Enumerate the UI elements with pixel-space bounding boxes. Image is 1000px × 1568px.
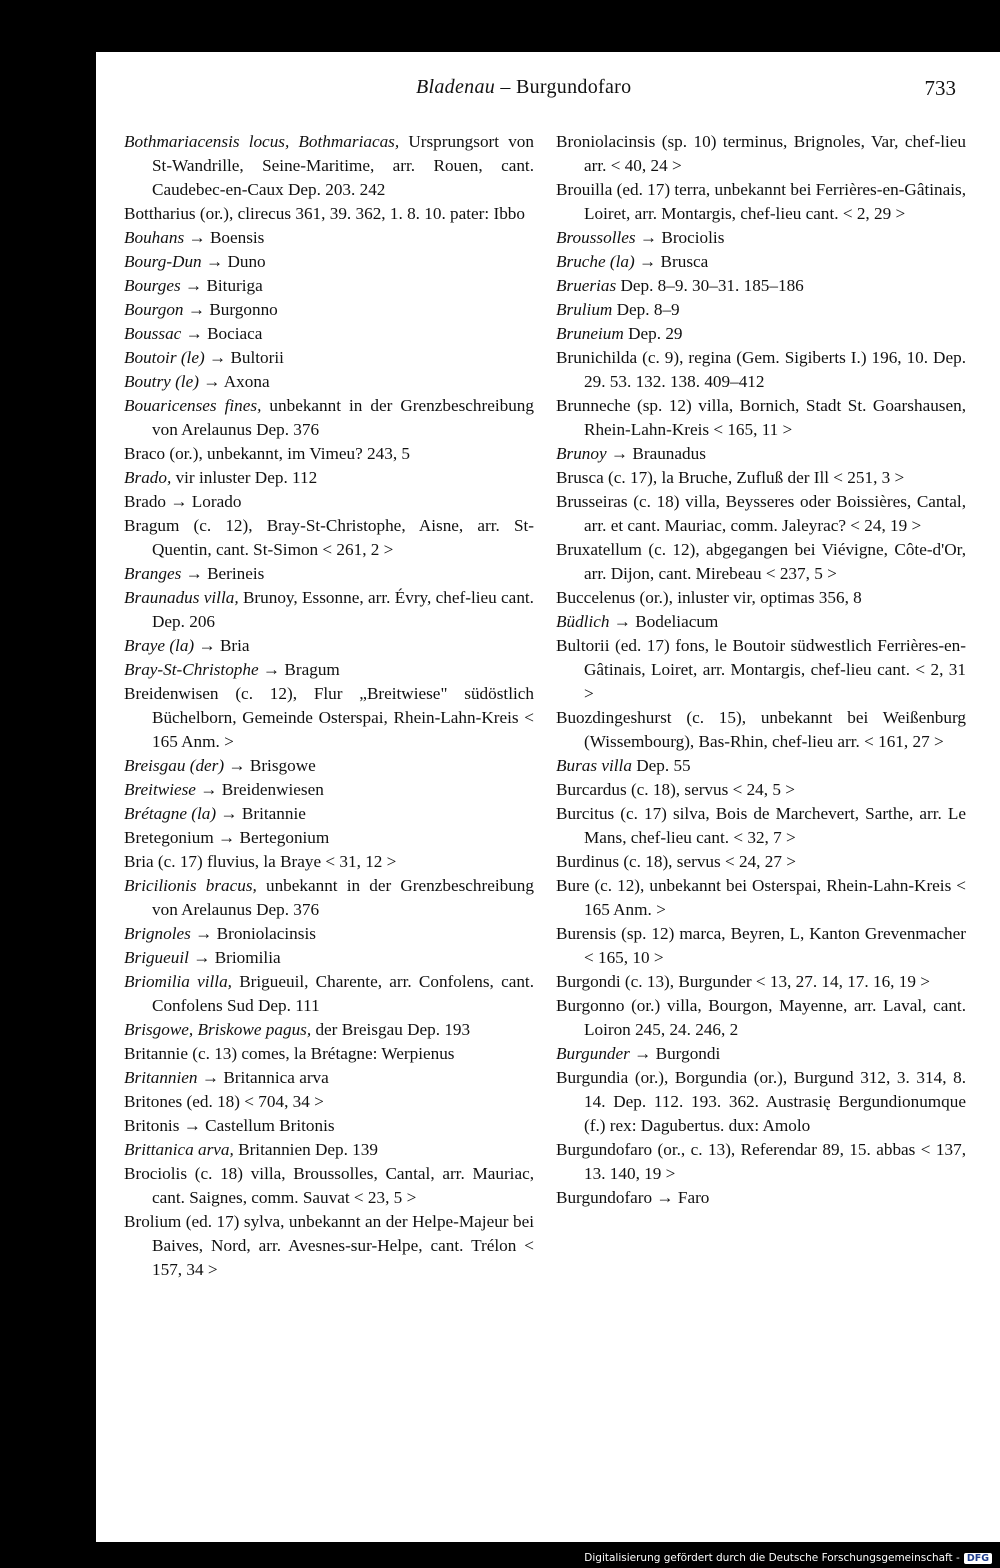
running-title: [416, 76, 631, 99]
index-entry: Burgundofaro (or., c. 13), Referendar 89, 15. abbas < 137, 13. 140, 19 >: [556, 1140, 966, 1183]
index-entry: Boussac → Bociaca: [124, 324, 263, 343]
index-entry: Brunoy → Braunadus: [556, 444, 706, 463]
index-entry: Bragum (c. 12), Bray-St-Christophe, Aisne, arr. St-Quentin, cant. St-Simon < 261, 2 >: [124, 516, 534, 559]
index-entry: Brisgowe, Briskowe pagus, der Breisgau Dep. 193: [124, 1020, 471, 1039]
index-entry: Briomilia villa, Brigueuil, Charente, arr. Confolens, cant. Confolens Sud Dep. 111: [124, 972, 534, 1015]
index-entry: Brittanica arva, Britannien Dep. 139: [124, 1140, 378, 1159]
index-entry: Brunneche (sp. 12) villa, Bornich, Stadt St. Goarshausen, Rhein-Lahn-Kreis < 165, 11 >: [556, 396, 966, 439]
title-end: Burgundofaro: [515, 76, 632, 98]
index-entry: Burcitus (c. 17) silva, Bois de Marchevert, Sarthe, arr. Le Mans, chef-lieu cant. < 32, 7 >: [556, 804, 966, 847]
index-entry: Bouhans → Boensis: [124, 228, 265, 247]
index-entry: Broniolacinsis (sp. 10) terminus, Brignoles, Var, chef-lieu arr. < 40, 24 >: [556, 132, 966, 175]
index-entry: Brunichilda (c. 9), regina (Gem. Sigiberts I.) 196, 10. Dep. 29. 53. 132. 138. 409–412: [556, 348, 966, 391]
index-entry: Branges → Berineis: [124, 564, 265, 583]
index-entry: Boutry (le) → Axona: [124, 372, 270, 391]
footer-credit: [584, 1552, 992, 1564]
index-entry: Bretegonium → Bertegonium: [124, 828, 330, 847]
index-entry: Buras villa Dep. 55: [556, 756, 691, 775]
index-entry: Brigueuil → Briomilia: [124, 948, 281, 967]
index-entry: Britannie (c. 13) comes, la Brétagne: Werpienus: [124, 1044, 455, 1063]
index-entry: Burdinus (c. 18), servus < 24, 27 >: [556, 852, 796, 871]
title-start: Bladenau: [416, 76, 496, 98]
index-entry: Burgundofaro → Faro: [556, 1188, 710, 1207]
index-entry: Brusseiras (c. 18) villa, Beysseres oder Boissières, Cantal, arr. et cant. Mauriac, comm. Jaleyrac? < 24, 19 >: [556, 492, 966, 535]
index-entry: Bure (c. 12), unbekannt bei Osterspai, Rhein-Lahn-Kreis < 165 Anm. >: [556, 876, 966, 919]
index-entry: Britonis → Castellum Britonis: [124, 1116, 335, 1135]
index-entry: Brétagne (la) → Britannie: [124, 804, 306, 823]
index-entry: Bray-St-Christophe → Bragum: [124, 660, 340, 679]
index-entry: Braye (la) → Bria: [124, 636, 250, 655]
index-entry: Britones (ed. 18) < 704, 34 >: [124, 1092, 324, 1111]
index-entry: Burensis (sp. 12) marca, Beyren, L, Kanton Grevenmacher < 165, 10 >: [556, 924, 966, 967]
index-entry: Bruxatellum (c. 12), abgegangen bei Viévigne, Côte-d'Or, arr. Dijon, cant. Mirebeau < 237, 5 >: [556, 540, 966, 583]
index-entry: Brignoles → Broniolacinsis: [124, 924, 316, 943]
index-entry: Braco (or.), unbekannt, im Vimeu? 243, 5: [124, 444, 411, 463]
index-entry: Broussolles → Brociolis: [556, 228, 725, 247]
index-entry: Bruerias Dep. 8–9. 30–31. 185–186: [556, 276, 804, 295]
index-entry: Braunadus villa, Brunoy, Essonne, arr. Évry, chef-lieu cant. Dep. 206: [124, 588, 534, 631]
index-entry: Breidenwisen (c. 12), Flur „Breitwiese" südöstlich Büchelborn, Gemeinde Osterspai, Rhein-Lahn-Kreis < 165 Anm. >: [124, 684, 534, 751]
page-number: 733: [924, 76, 956, 100]
index-entry: Bourges → Bituriga: [124, 276, 263, 295]
index-entry: Bria (c. 17) fluvius, la Braye < 31, 12 >: [124, 852, 397, 871]
index-entry: Buccelenus (or.), inluster vir, optimas 356, 8: [556, 588, 862, 607]
left-column: [124, 130, 534, 1282]
index-entry: Burgunder → Burgondi: [556, 1044, 721, 1063]
index-entry: Bruche (la) → Brusca: [556, 252, 709, 271]
index-entry: Bultorii (ed. 17) fons, le Boutoir südwestlich Ferrières-en-Gâtinais, Loiret, arr. Montargis, chef-lieu cant. < 2, 31 >: [556, 636, 966, 703]
document-page: [96, 52, 1000, 1542]
index-entry: Bourg-Dun → Duno: [124, 252, 266, 271]
title-separator: –: [495, 76, 516, 98]
index-entry: Bricilionis bracus, unbekannt in der Grenzbeschreibung von Arelaunus Dep. 376: [124, 876, 534, 919]
index-entry: Brusca (c. 17), la Bruche, Zufluß der Ill < 251, 3 >: [556, 468, 905, 487]
index-entry: Burgondi (c. 13), Burgunder < 13, 27. 14, 17. 16, 19 >: [556, 972, 930, 991]
index-entry: Buozdingeshurst (c. 15), unbekannt bei Weißenburg (Wissembourg), Bas-Rhin, chef-lieu arr. < 161, 27 >: [556, 708, 966, 751]
index-entry: Brociolis (c. 18) villa, Broussolles, Cantal, arr. Mauriac, cant. Saignes, comm. Sauvat < 23, 5 >: [124, 1164, 534, 1207]
index-entry: Bouaricenses fines, unbekannt in der Grenzbeschreibung von Arelaunus Dep. 376: [124, 396, 534, 439]
index-entry: Bothmariacensis locus, Bothmariacas, Ursprungsort von St-Wandrille, Seine-Maritime, arr. Rouen, cant. Caudebec-en-Caux Dep. 203. 242: [124, 132, 534, 199]
dfg-logo: DFG: [964, 1553, 992, 1564]
index-entry: Büdlich → Bodeliacum: [556, 612, 719, 631]
right-column: [556, 130, 966, 1210]
index-entry: Brado → Lorado: [124, 492, 242, 511]
index-entry: Burgonno (or.) villa, Bourgon, Mayenne, arr. Laval, cant. Loiron 245, 24. 246, 2: [556, 996, 966, 1039]
index-entry: Brouilla (ed. 17) terra, unbekannt bei Ferrières-en-Gâtinais, Loiret, arr. Montargis, chef-lieu cant. < 2, 29 >: [556, 180, 966, 223]
index-entry: Bruneium Dep. 29: [556, 324, 683, 343]
index-entry: Breisgau (der) → Brisgowe: [124, 756, 316, 775]
index-entry: Brulium Dep. 8–9: [556, 300, 680, 319]
index-entry: Boutoir (le) → Bultorii: [124, 348, 284, 367]
footer-text: Digitalisierung gefördert durch die Deutsche Forschungsgemeinschaft -: [584, 1552, 960, 1564]
index-entry: Brolium (ed. 17) sylva, unbekannt an der Helpe-Majeur bei Baives, Nord, arr. Avesnes-sur-Helpe, cant. Trélon < 157, 34 >: [124, 1212, 534, 1279]
running-header: [96, 70, 1000, 106]
index-entry: Bourgon → Burgonno: [124, 300, 278, 319]
index-entry: Burgundia (or.), Borgundia (or.), Burgund 312, 3. 314, 8. 14. Dep. 112. 193. 362. Austrasię Bergundionumque (f.) rex: Dagubertus. dux: Amolo: [556, 1068, 966, 1135]
index-entry: Bottharius (or.), clirecus 361, 39. 362, 1. 8. 10. pater: Ibbo: [124, 204, 525, 223]
index-entry: Burcardus (c. 18), servus < 24, 5 >: [556, 780, 795, 799]
index-entry: Breitwiese → Breidenwiesen: [124, 780, 324, 799]
index-entry: Brado, vir inluster Dep. 112: [124, 468, 318, 487]
index-entry: Britannien → Britannica arva: [124, 1068, 329, 1087]
